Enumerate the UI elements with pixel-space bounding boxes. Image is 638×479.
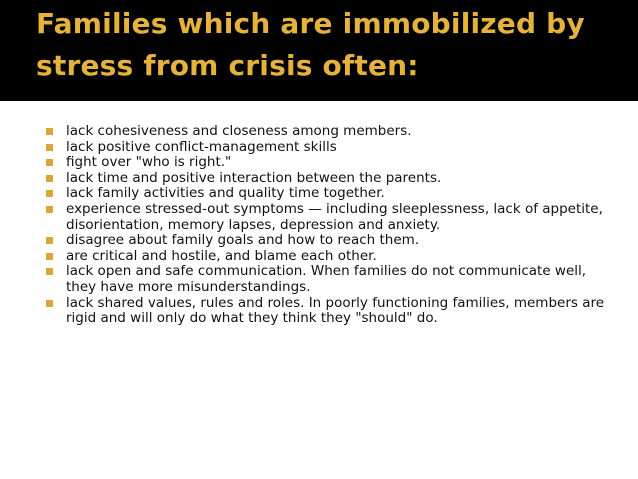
bullet-item xyxy=(46,233,606,249)
bullet-item xyxy=(46,155,606,171)
bullet-item xyxy=(46,296,606,327)
square-bullet-icon xyxy=(46,253,53,260)
title-bar xyxy=(0,0,638,101)
bullet-text: lack shared values, rules and roles. In poorly functioning families, members are rigid and will only do what they think they "should" do. xyxy=(66,294,605,327)
square-bullet-icon xyxy=(46,300,53,307)
bullet-text: lack open and safe communication. When families do not communicate well, they have more misunderstandings. xyxy=(66,263,587,295)
bullet-text: lack cohesiveness and closeness among members. xyxy=(66,123,412,139)
bullet-text: disagree about family goals and how to reach them. xyxy=(66,232,420,249)
bullet-text: lack time and positive interaction between the parents. xyxy=(66,169,442,186)
square-bullet-icon xyxy=(46,128,53,135)
bullet-text: lack family activities and quality time together. xyxy=(66,185,385,202)
bullet-text: experience stressed-out symptoms — including sleeplessness, lack of appetite, disorientation, memory lapses, depression and anxiety. xyxy=(66,200,603,233)
square-bullet-icon xyxy=(46,175,53,182)
square-bullet-icon xyxy=(46,206,53,213)
bullet-item xyxy=(46,171,606,187)
bullet-item xyxy=(46,202,606,233)
square-bullet-icon xyxy=(46,237,53,244)
bullet-item xyxy=(46,124,606,140)
bullet-item xyxy=(46,264,606,295)
bullet-text: lack positive conflict-management skills xyxy=(66,138,337,155)
square-bullet-icon xyxy=(46,144,53,151)
square-bullet-icon xyxy=(46,190,53,197)
bullet-item xyxy=(46,249,606,265)
slide-title: Families which are immobilized by stress from crisis often: xyxy=(36,7,585,82)
bullet-list xyxy=(46,124,606,327)
bullet-text: fight over "who is right." xyxy=(66,154,232,171)
bullet-item xyxy=(46,140,606,156)
bullet-text: are critical and hostile, and blame each other. xyxy=(66,247,377,264)
square-bullet-icon xyxy=(46,268,53,275)
bullet-item xyxy=(46,186,606,202)
square-bullet-icon xyxy=(46,159,53,166)
